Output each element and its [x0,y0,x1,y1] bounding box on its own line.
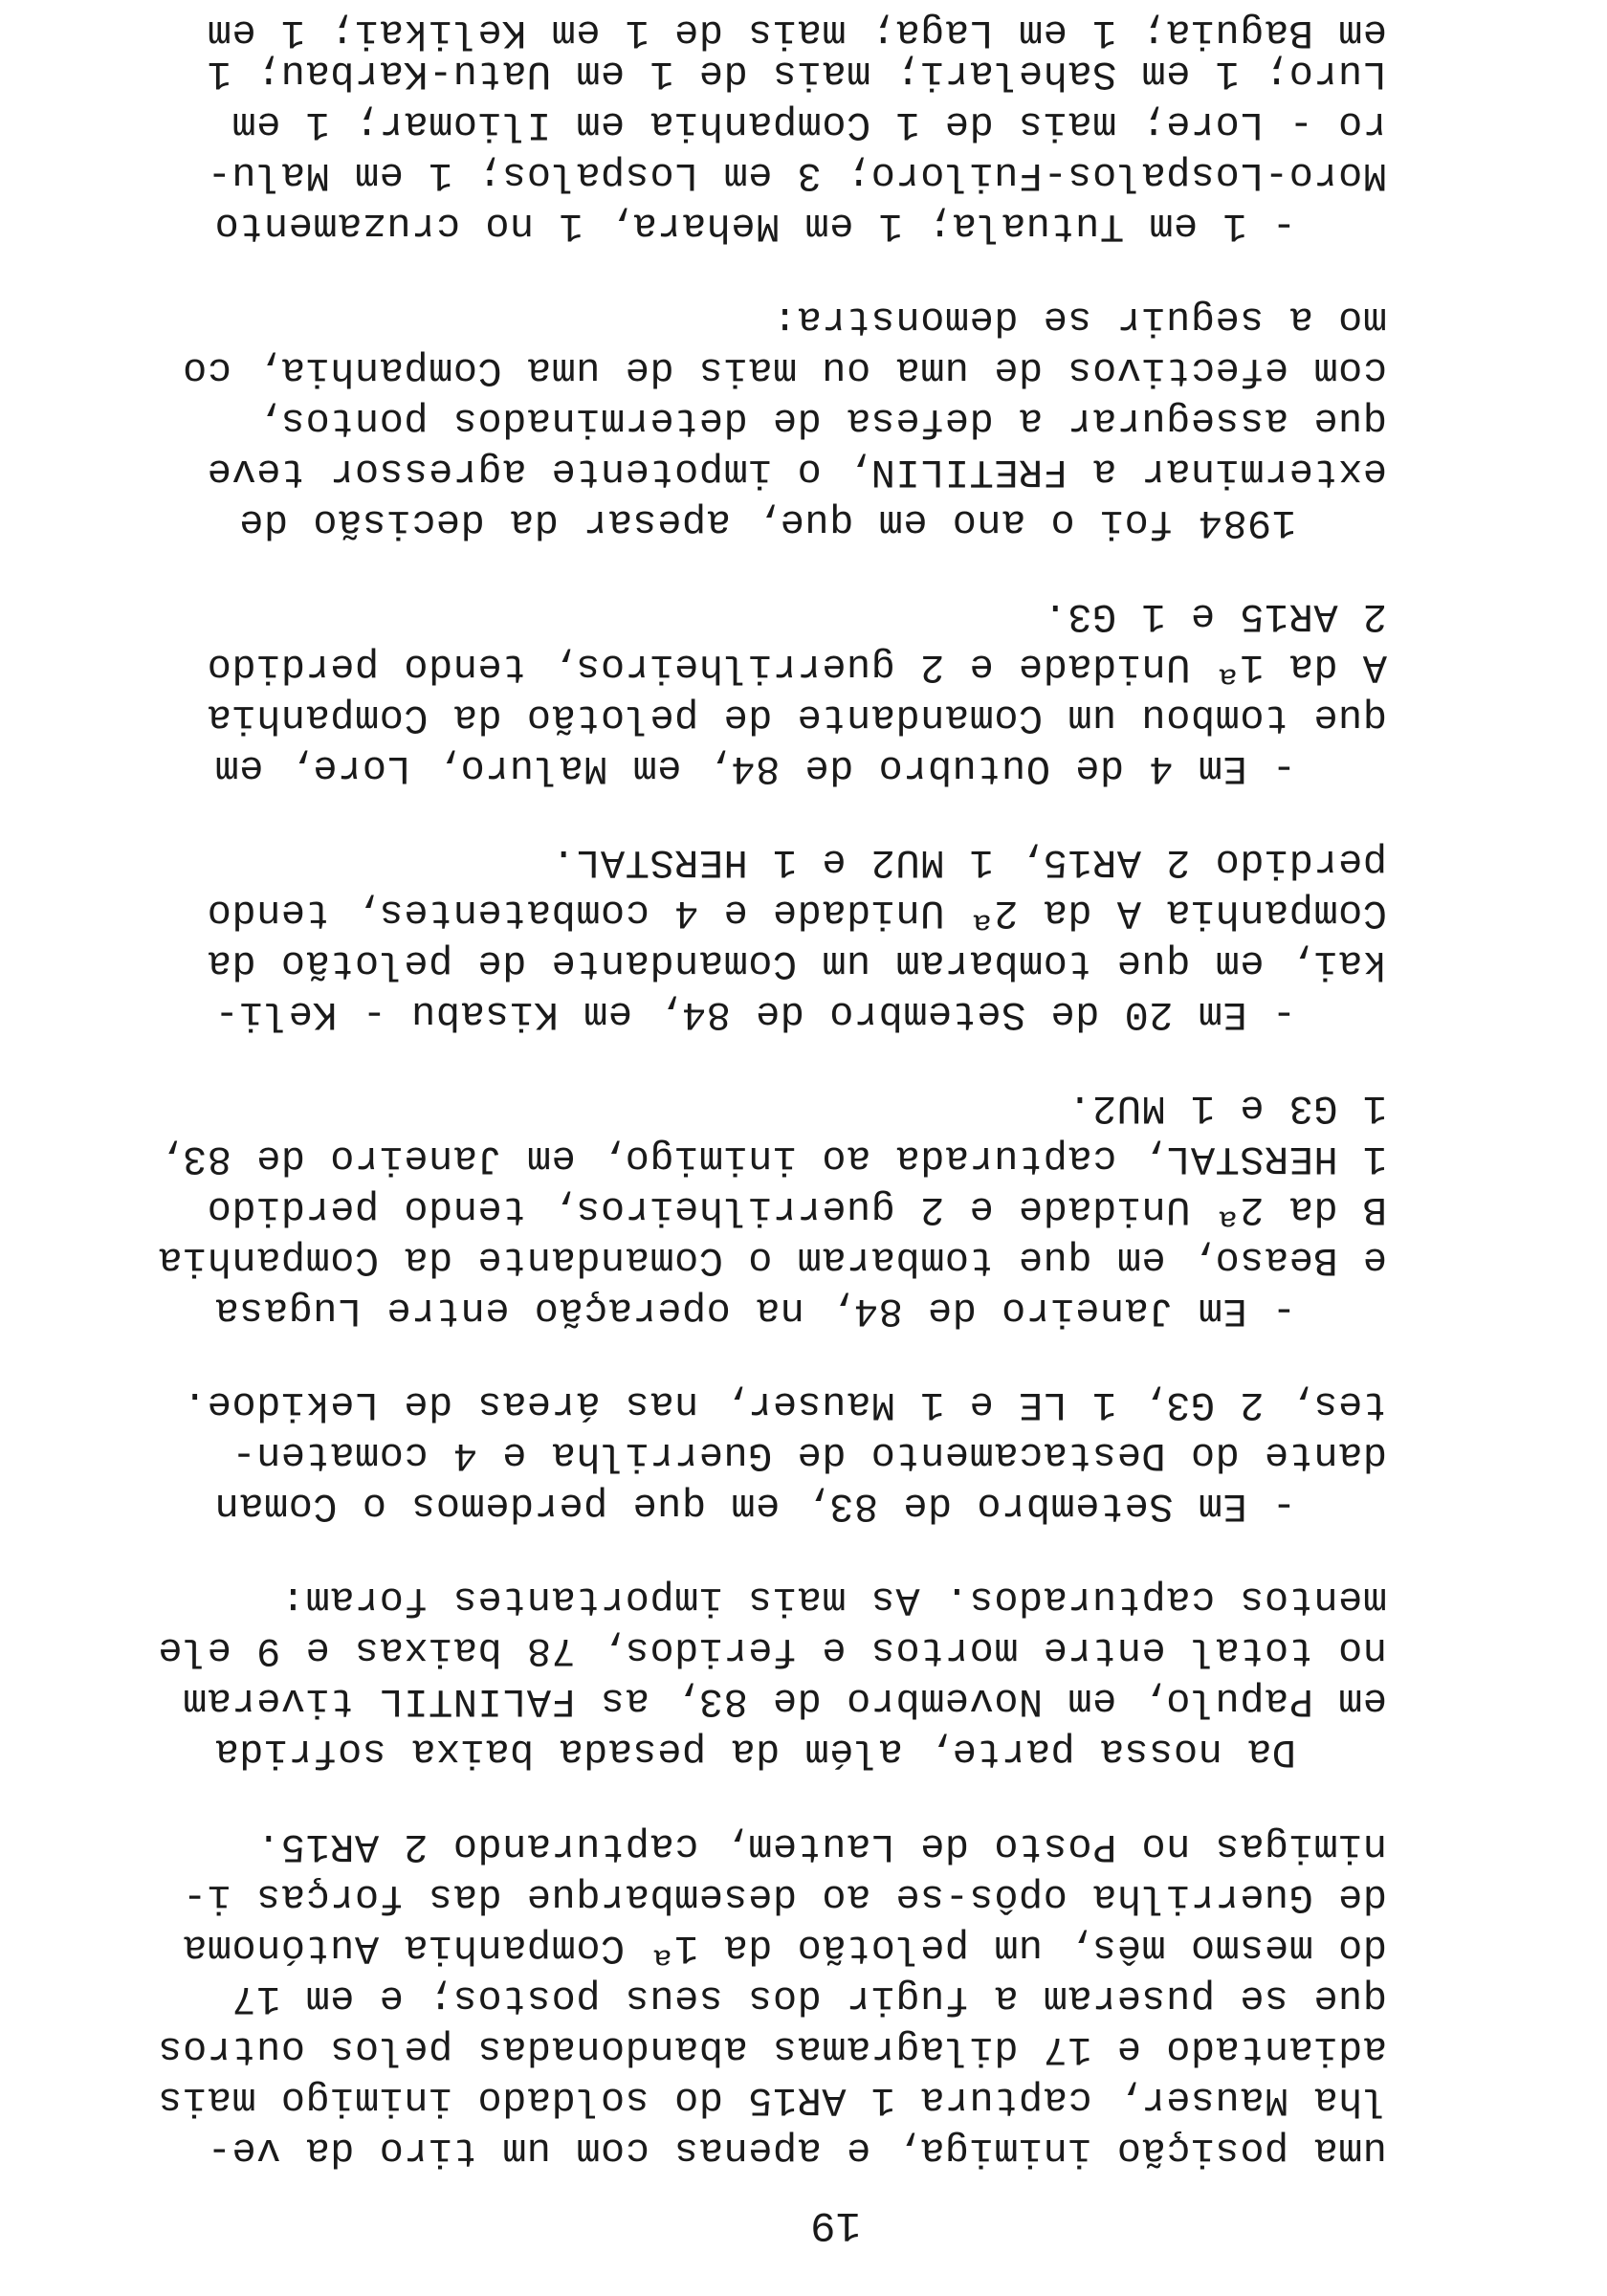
text-line: tes, 2 G3, 1 LE e 1 Mauser, nas áreas de Lekidoe. [182,1381,1387,1427]
text-line: ro - Lore; mais de 1 Companhia em Iliomar; 1 em [231,101,1387,147]
text-line: Moro-Lospalos-Fuiloro; 3 em Lospalos; 1 em Malu- [207,152,1387,198]
text-line: A da 1ª Unidade e 2 guerrilheiros, tendo perdido [207,644,1387,690]
text-line: do mesmo mês, um pelotão da 1ª Companhia Autónoma [182,1925,1387,1971]
text-line: Companhia A da 2ª Unidade e 4 combatentes, tendo [207,890,1387,936]
text-line: mentos capturados. As mais importantes foram: [280,1577,1387,1623]
text-line: - Em Janeiro de 84, na operação entre Lugasa [214,1288,1296,1334]
text-line: 2 AR15 e 1 G3. [1043,593,1387,639]
text-line: de Guerrilha opôs-se ao desembarque das forças i- [182,1874,1387,1920]
text-line: com efectivos de uma ou mais de uma Companhia, co [182,347,1387,393]
text-line: - 1 em Tutuala; 1 em Mehara, 1 no cruzamento [214,203,1296,249]
text-line: kai, em que tombaram um Comandante de pelotão da [207,940,1387,986]
text-line: - Em Setembro de 83, em que perdemos o Coman [214,1483,1296,1529]
text-line: em Papulo, em Novembro de 83, as FALINTIL tiveram [182,1678,1387,1724]
text-line: mo a seguir se demonstra: [772,297,1387,342]
text-line: em Baguia; 1 em Laga; mais de 1 em Kelikai; 1 em [207,10,1387,55]
text-line: lha Mauser, captura 1 AR15 do soldado inimigo mais [157,2077,1387,2123]
text-line: e Beaso, em que tombaram o Comandante da Companhia [157,1237,1387,1283]
text-line: Da nossa parte, além da pesada baixa sofrida [214,1729,1296,1775]
text-line: adiantado e 17 dilagramas abandonadas pelos outros [157,2026,1387,2072]
text-line: exterminar a FRETILIN, o impotente agressor teve [207,449,1387,495]
text-line: - Em 4 de Outubro de 84, em Maluro, Lore, em [214,745,1296,791]
text-line: B da 2ª Unidade e 2 guerrilheiros, tendo perdido [207,1186,1387,1232]
text-line: no total entre mortos e feridos, 78 baixas e 9 ele [157,1627,1387,1673]
text-line: - Em 20 de Setembro de 84, em Kisabu - Keli- [214,991,1296,1037]
page-number: 19 [810,2200,861,2248]
text-line: dante do Destacamento de Guerrilha e 4 comaten- [231,1432,1387,1478]
text-line: 1984 foi o ano em que, apesar da decisão de [238,499,1296,545]
text-line: uma posição inimiga, e apenas com um tiro da ve- [207,2128,1387,2174]
text-line: nimigas no Posto de Lautem, capturando 2 AR15. [255,1823,1387,1869]
text-line: perdido 2 AR15, 1 MU2 e 1 HERSTAL. [551,839,1387,885]
text-line: que se puseram a fugir dos seus postos; e em 17 [231,1976,1387,2021]
text-line: Luro; 1 em Sahelari; mais de 1 em Uatu-Karbau; 1 [207,51,1387,97]
text-line: que assegurar a defesa de determinados pontos, [255,398,1387,444]
text-line: que tombou um Comandante de pelotão da Companhia [207,695,1387,740]
text-line: 1 HERSTAL, capturada ao inimigo, em Janeiro de 83, [157,1136,1387,1181]
text-line: 1 G3 e 1 MU2. [1067,1085,1387,1131]
